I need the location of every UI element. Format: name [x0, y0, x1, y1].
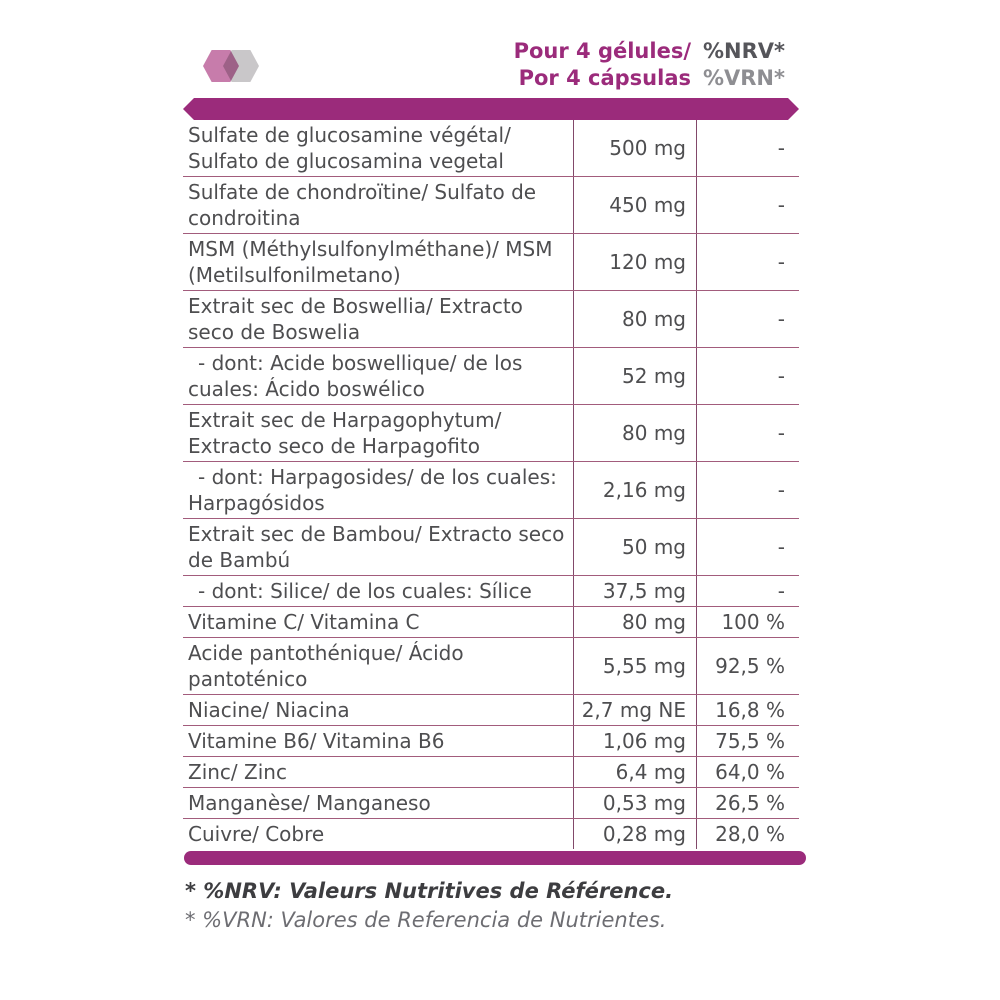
- row-label: Manganèse/ Manganeso: [188, 791, 431, 815]
- row-amount: 450 mg: [573, 177, 696, 233]
- table-row: [183, 347, 799, 404]
- serving-size-es: Por 4 cápsulas: [518, 66, 691, 90]
- nrv-header-es: %VRN*: [702, 66, 785, 90]
- row-nrv-percent: 92,5 %: [696, 638, 799, 694]
- table-row: [183, 725, 799, 756]
- row-label: - dont: Acide boswellique/ de los cuales: Ácido boswélico: [188, 351, 523, 401]
- row-nrv-percent: -: [696, 405, 799, 461]
- row-amount: 1,06 mg: [573, 726, 696, 756]
- table-row: [183, 575, 799, 606]
- row-amount: 80 mg: [573, 291, 696, 347]
- row-label: Extrait sec de Bambou/ Extracto seco de Bambú: [188, 522, 565, 572]
- table-row: [183, 818, 799, 849]
- row-amount: 6,4 mg: [573, 757, 696, 787]
- row-label: MSM (Méthylsulfonylméthane)/ MSM (Metilsulfonilmetano): [188, 237, 553, 287]
- table-row: [183, 233, 799, 290]
- brand-logo: [203, 50, 259, 86]
- top-divider-bar: [183, 98, 799, 120]
- row-nrv-percent: 75,5 %: [696, 726, 799, 756]
- row-label: Sulfate de glucosamine végétal/ Sulfato de glucosamina vegetal: [188, 123, 511, 173]
- row-nrv-percent: -: [696, 519, 799, 575]
- row-nrv-percent: -: [696, 234, 799, 290]
- row-label: Extrait sec de Harpagophytum/ Extracto seco de Harpagofito: [188, 408, 502, 458]
- row-amount: 0,28 mg: [573, 819, 696, 849]
- serving-size-header: [514, 38, 691, 92]
- row-label: - dont: Harpagosides/ de los cuales: Harpagósidos: [188, 465, 557, 515]
- table-row: [183, 461, 799, 518]
- table-row: [183, 120, 799, 176]
- row-nrv-percent: 100 %: [696, 607, 799, 637]
- row-nrv-percent: 64,0 %: [696, 757, 799, 787]
- header-columns: [514, 38, 799, 92]
- label-block: [183, 38, 799, 935]
- row-amount: 37,5 mg: [573, 576, 696, 606]
- table-header: [183, 38, 799, 92]
- row-nrv-percent: -: [696, 120, 799, 176]
- nrv-header: [691, 38, 799, 92]
- row-amount: 80 mg: [573, 405, 696, 461]
- row-nrv-percent: -: [696, 462, 799, 518]
- row-amount: 500 mg: [573, 120, 696, 176]
- row-label: Vitamine C/ Vitamina C: [188, 610, 420, 634]
- nrv-header-fr: %NRV*: [702, 39, 785, 63]
- row-amount: 5,55 mg: [573, 638, 696, 694]
- row-amount: 120 mg: [573, 234, 696, 290]
- table-row: [183, 606, 799, 637]
- table-row: [183, 637, 799, 694]
- row-amount: 2,7 mg NE: [573, 695, 696, 725]
- row-amount: 50 mg: [573, 519, 696, 575]
- table-row: [183, 176, 799, 233]
- bottom-divider-bar: [184, 851, 806, 865]
- row-label: Niacine/ Niacina: [188, 698, 350, 722]
- row-nrv-percent: -: [696, 348, 799, 404]
- row-label: Acide pantothénique/ Ácido pantoténico: [188, 641, 464, 691]
- row-nrv-percent: 16,8 %: [696, 695, 799, 725]
- row-label: Extrait sec de Boswellia/ Extracto seco de Boswelia: [188, 294, 523, 344]
- row-amount: 52 mg: [573, 348, 696, 404]
- table-row: [183, 694, 799, 725]
- row-label: - dont: Silice/ de los cuales: Sílice: [198, 579, 532, 603]
- nutrition-table: [183, 120, 799, 849]
- row-label: Sulfate de chondroïtine/ Sulfato de condroitina: [188, 180, 537, 230]
- table-row: [183, 787, 799, 818]
- row-nrv-percent: -: [696, 576, 799, 606]
- table-row: [183, 404, 799, 461]
- footnotes: [183, 877, 799, 935]
- row-nrv-percent: -: [696, 177, 799, 233]
- footnote-vrn: * %VRN: Valores de Referencia de Nutrientes.: [185, 908, 667, 932]
- table-row: [183, 518, 799, 575]
- footnote-nrv: * %NRV: Valeurs Nutritives de Référence.: [185, 879, 674, 903]
- row-amount: 0,53 mg: [573, 788, 696, 818]
- table-row: [183, 290, 799, 347]
- row-label: Cuivre/ Cobre: [188, 822, 325, 846]
- serving-size-fr: Pour 4 gélules/: [513, 39, 691, 63]
- row-nrv-percent: 28,0 %: [696, 819, 799, 849]
- row-nrv-percent: -: [696, 291, 799, 347]
- row-label: Vitamine B6/ Vitamina B6: [188, 729, 445, 753]
- row-amount: 2,16 mg: [573, 462, 696, 518]
- row-label: Zinc/ Zinc: [188, 760, 287, 784]
- row-nrv-percent: 26,5 %: [696, 788, 799, 818]
- table-row: [183, 756, 799, 787]
- row-amount: 80 mg: [573, 607, 696, 637]
